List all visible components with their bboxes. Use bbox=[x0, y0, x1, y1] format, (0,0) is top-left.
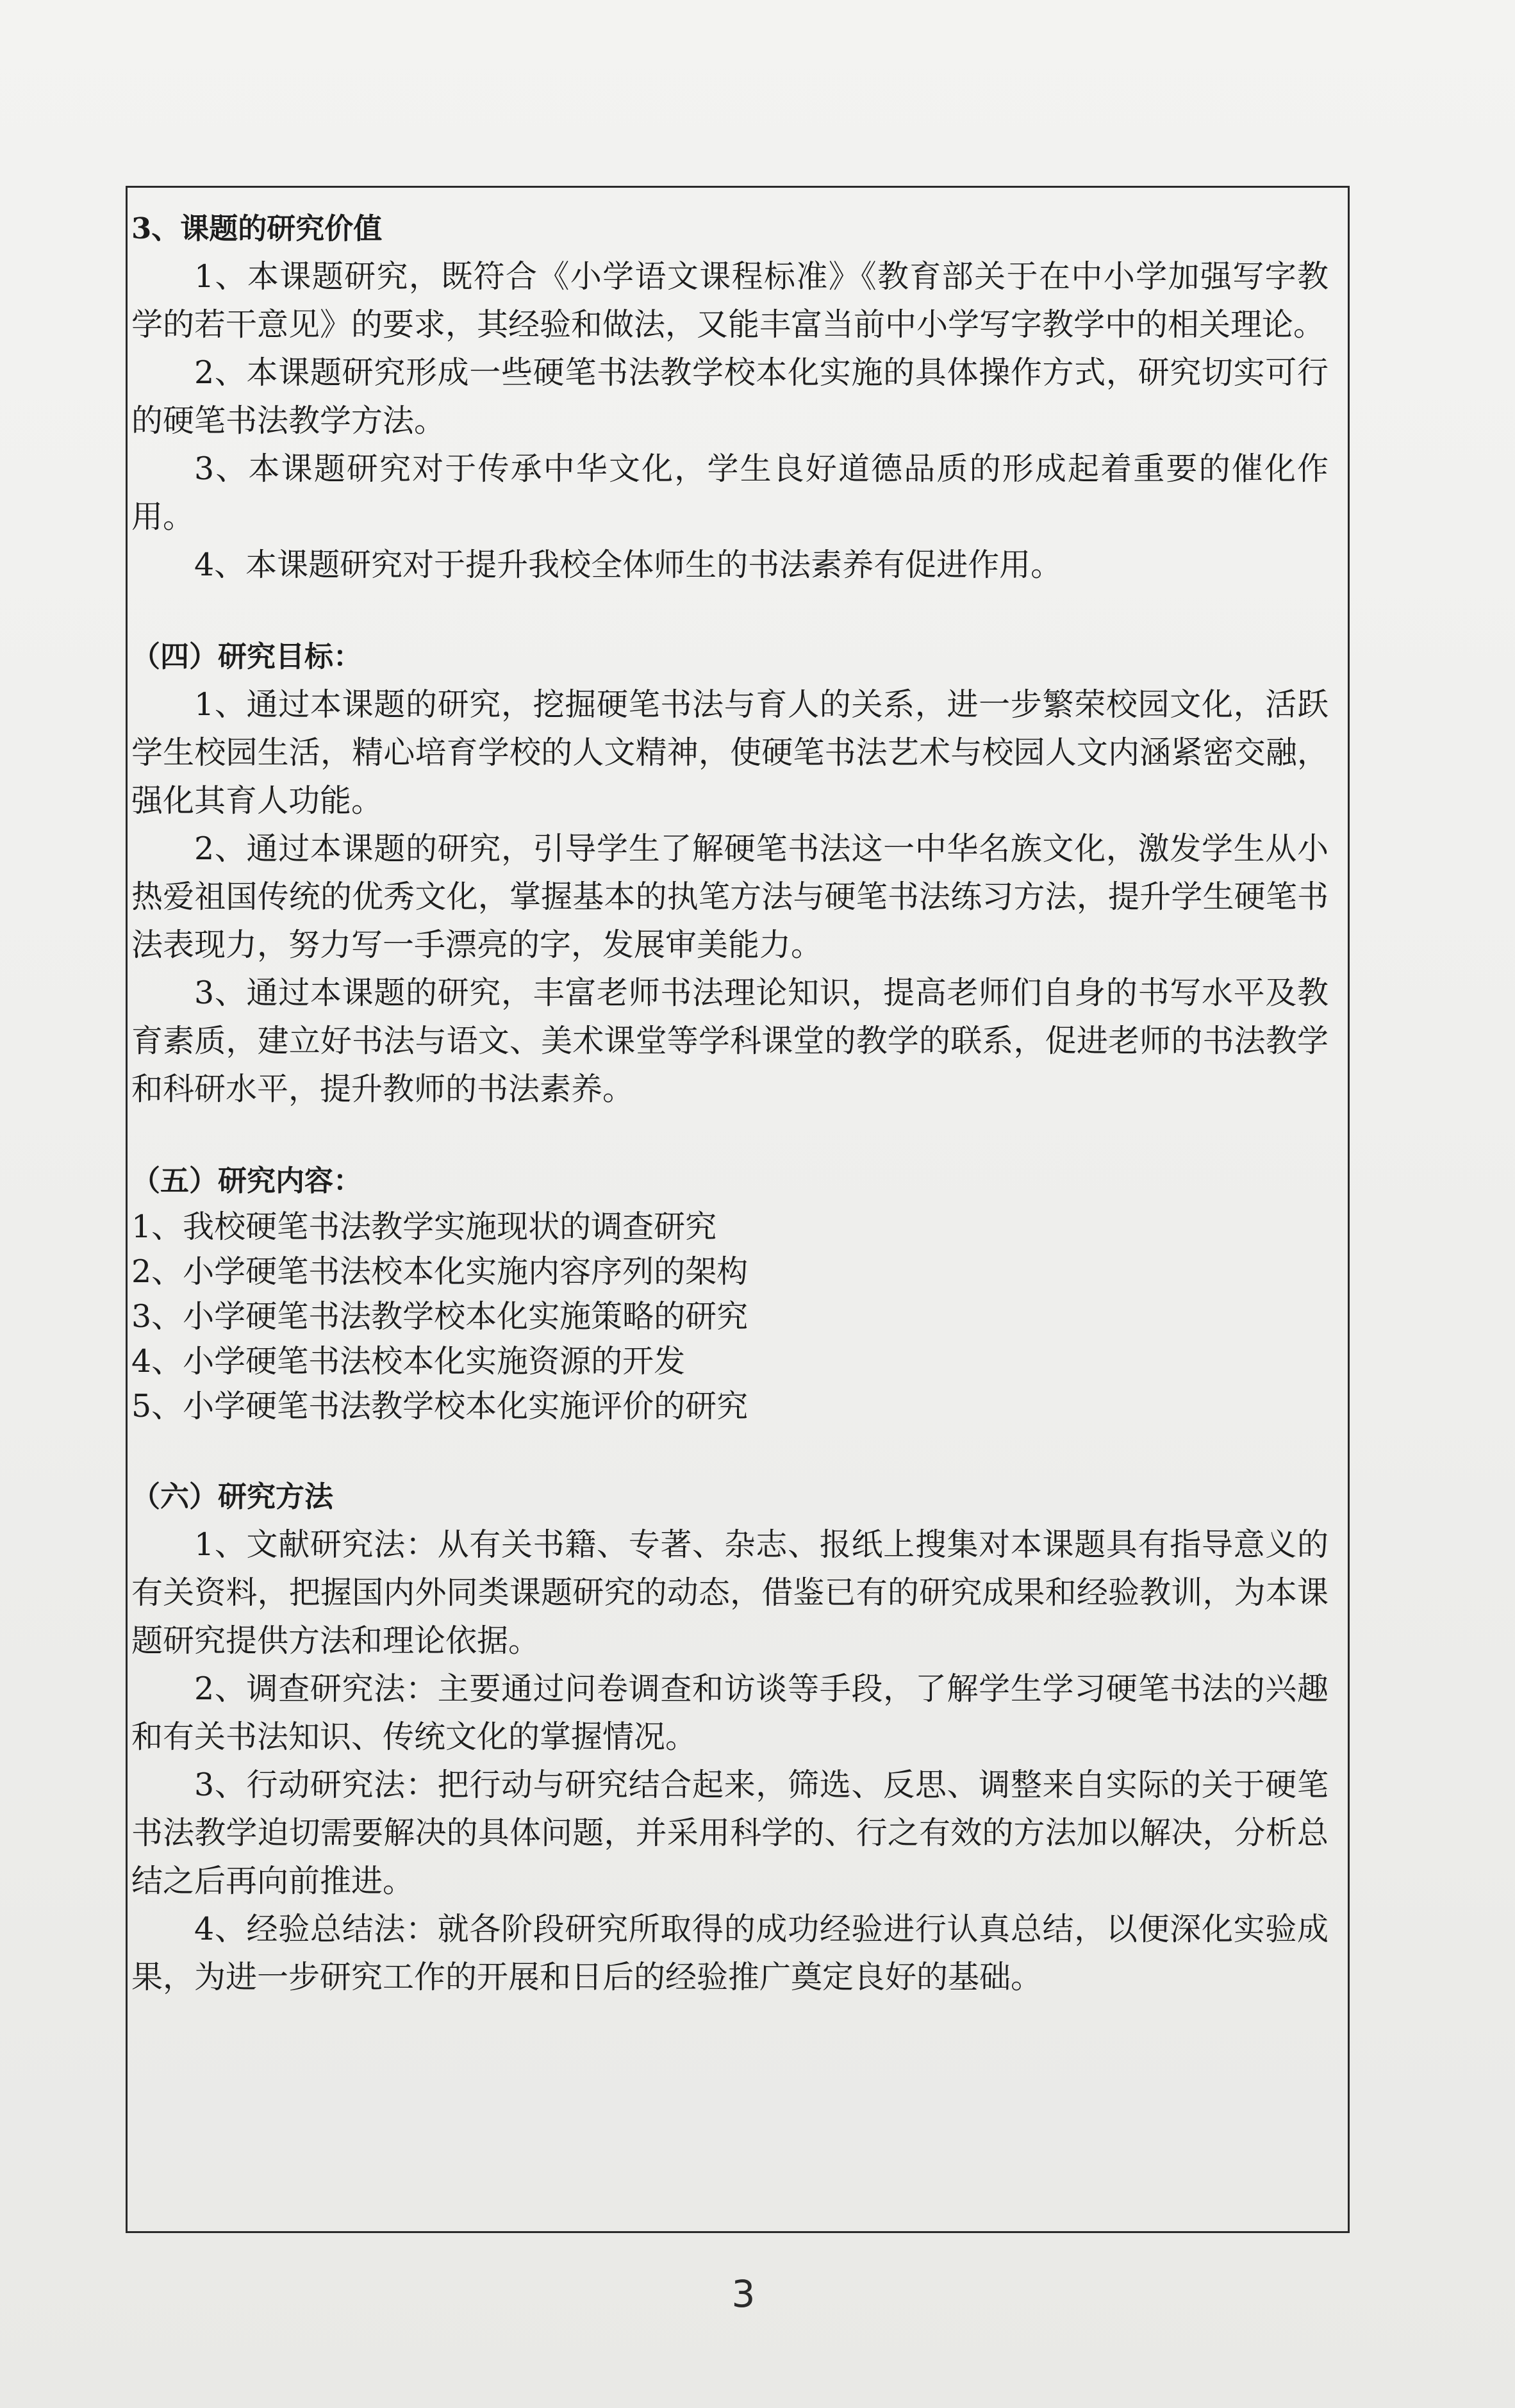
list-item: 4、小学硬笔书法校本化实施资源的开发 bbox=[131, 1343, 686, 1380]
paragraph: 1、通过本课题的研究，挖掘硬笔书法与育人的关系，进一步繁荣校园文化，活跃学生校园生活，精心培育学校的人文精神，使硬笔书法艺术与校园人文内涵紧密交融，强化其育人功能。 bbox=[131, 686, 1329, 819]
paragraph: 3、本课题研究对于传承中华文化，学生良好道德品质的形成起着重要的催化作用。 bbox=[131, 450, 1329, 535]
list-item: 3、小学硬笔书法教学校本化实施策略的研究 bbox=[131, 1298, 749, 1335]
paragraph: 4、本课题研究对于提升我校全体师生的书法素养有促进作用。 bbox=[194, 547, 1063, 583]
page-number: 3 bbox=[731, 2272, 756, 2316]
content-frame bbox=[126, 186, 1350, 2233]
list-item: 5、小学硬笔书法教学校本化实施评价的研究 bbox=[131, 1388, 749, 1424]
section-research-value bbox=[131, 204, 1329, 589]
paragraph: 3、行动研究法：把行动与研究结合起来，筛选、反思、调整来自实际的关于硬笔书法教学迫切需要解决的具体问题，并采用科学的、行之有效的方法加以解决，分析总结之后再向前推进。 bbox=[131, 1767, 1329, 1899]
section-research-content bbox=[131, 1157, 1329, 1429]
section-heading: （六）研究方法 bbox=[131, 1480, 334, 1513]
list-item: 1、我校硬笔书法教学实施现状的调查研究 bbox=[131, 1208, 717, 1245]
section-research-methods bbox=[131, 1472, 1329, 2001]
section-heading: （五）研究内容： bbox=[131, 1164, 363, 1198]
section-heading: 3、课题的研究价值 bbox=[131, 211, 383, 245]
paragraph: 2、本课题研究形成一些硬笔书法教学校本化实施的具体操作方式，研究切实可行的硬笔书法教学方法。 bbox=[131, 354, 1329, 439]
paragraph: 2、调查研究法：主要通过问卷调查和访谈等手段，了解学生学习硬笔书法的兴趣和有关书法知识、传统文化的掌握情况。 bbox=[131, 1670, 1329, 1755]
paragraph: 1、本课题研究，既符合《小学语文课程标准》《教育部关于在中小学加强写字教学的若干意见》的要求，其经验和做法，又能丰富当前中小学写字教学中的相关理论。 bbox=[131, 258, 1329, 343]
paragraph: 4、经验总结法：就各阶段研究所取得的成功经验进行认真总结，以便深化实验成果，为进一步研究工作的开展和日后的经验推广奠定良好的基础。 bbox=[131, 1911, 1329, 1995]
paragraph: 3、通过本课题的研究，丰富老师书法理论知识，提高老师们自身的书写水平及教育素质，建立好书法与语文、美术课堂等学科课堂的教学的联系，促进老师的书法教学和科研水平，提升教师的书法素养。 bbox=[131, 975, 1329, 1107]
section-heading: （四）研究目标： bbox=[131, 639, 363, 673]
paragraph: 1、文献研究法：从有关书籍、专著、杂志、报纸上搜集对本课题具有指导意义的有关资料，把握国内外同类课题研究的动态，借鉴已有的研究成果和经验教训，为本课题研究提供方法和理论依据。 bbox=[131, 1526, 1329, 1659]
section-research-goals bbox=[131, 632, 1329, 1113]
list-item: 2、小学硬笔书法校本化实施内容序列的架构 bbox=[131, 1253, 749, 1290]
paragraph: 2、通过本课题的研究，引导学生了解硬笔书法这一中华名族文化，激发学生从小热爱祖国传统的优秀文化，掌握基本的执笔方法与硬笔书法练习方法，提升学生硬笔书法表现力，努力写一手漂亮的字，发展审美能力。 bbox=[131, 830, 1329, 963]
